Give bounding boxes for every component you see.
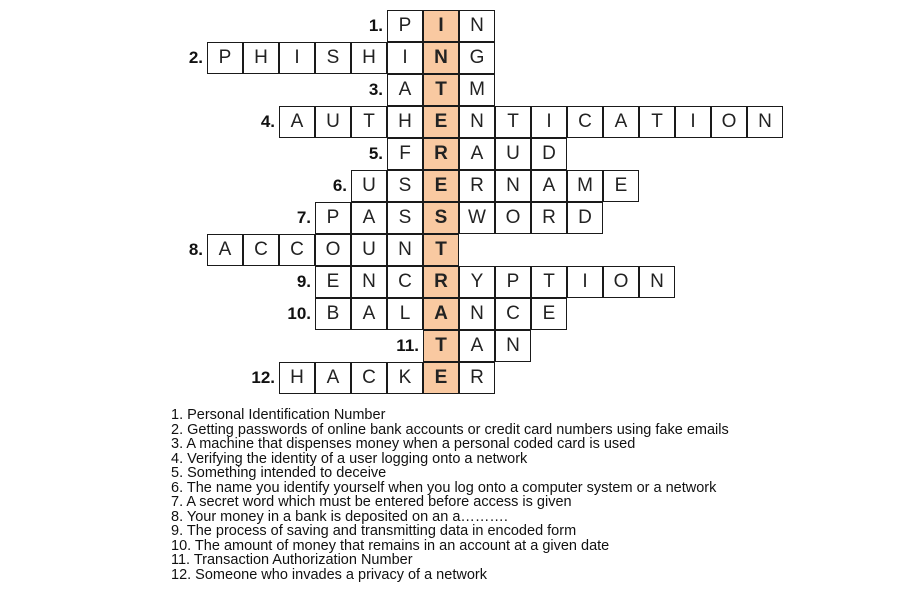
clue-item: 12. Someone who invades a privacy of a network — [171, 566, 487, 583]
grid-cell[interactable]: N — [387, 234, 423, 266]
grid-cell[interactable]: S — [387, 202, 423, 234]
clue-number: 1. — [368, 16, 383, 35]
grid-cell[interactable]: R — [459, 362, 495, 394]
grid-cell[interactable]: O — [603, 266, 639, 298]
highlight-cell[interactable]: S — [423, 202, 459, 234]
grid-cell[interactable]: O — [495, 202, 531, 234]
grid-cell[interactable]: R — [531, 202, 567, 234]
grid-cell[interactable]: C — [567, 106, 603, 138]
grid-cell[interactable]: Y — [459, 266, 495, 298]
grid-cell[interactable]: N — [351, 266, 387, 298]
clue-item: 3. A machine that dispenses money when a personal coded card is used — [171, 436, 636, 452]
grid-cell[interactable]: A — [531, 170, 567, 202]
clue-number: 5. — [368, 144, 383, 163]
grid-cell[interactable]: A — [459, 330, 495, 362]
grid-cell[interactable]: P — [387, 10, 423, 42]
clue-item: 5. Something intended to deceive — [171, 465, 387, 481]
clue-item: 10. The amount of money that remains in an account at a given date — [171, 537, 610, 554]
grid-cell[interactable]: H — [279, 362, 315, 394]
grid-cell[interactable]: A — [603, 106, 639, 138]
grid-cell[interactable]: M — [459, 74, 495, 106]
grid-cell[interactable]: K — [387, 362, 423, 394]
grid-cell[interactable]: F — [387, 138, 423, 170]
grid-cell[interactable]: B — [315, 298, 351, 330]
grid-cell[interactable]: A — [315, 362, 351, 394]
clue-number: 7. — [296, 208, 311, 227]
clue-item: 1. Personal Identification Number — [171, 407, 386, 423]
grid-cell[interactable]: C — [279, 234, 315, 266]
grid-cell[interactable]: T — [495, 106, 531, 138]
grid-cell[interactable]: S — [315, 42, 351, 74]
clue-item: 4. Verifying the identity of a user logging onto a network — [171, 450, 528, 467]
grid-cell[interactable]: E — [603, 170, 639, 202]
grid-cell[interactable]: P — [207, 42, 243, 74]
grid-cell[interactable]: C — [495, 298, 531, 330]
grid-cell[interactable]: H — [351, 42, 387, 74]
grid-cell[interactable]: E — [315, 266, 351, 298]
grid-cell[interactable]: T — [531, 266, 567, 298]
clue-number: 9. — [296, 272, 311, 291]
grid-cell[interactable]: N — [747, 106, 783, 138]
grid-cell[interactable]: I — [387, 42, 423, 74]
grid-cell[interactable]: R — [459, 170, 495, 202]
grid-cell[interactable]: U — [315, 106, 351, 138]
grid-cell[interactable]: P — [315, 202, 351, 234]
grid-cell[interactable]: N — [495, 170, 531, 202]
clue-item: 9. The process of saving and transmitting data in encoded form — [171, 523, 577, 539]
highlight-cell[interactable]: A — [423, 298, 459, 330]
clue-item: 6. The name you identify yourself when you log onto a computer system or a network — [171, 479, 717, 496]
clue-number: 12. — [251, 368, 275, 387]
grid-cell[interactable]: A — [207, 234, 243, 266]
grid-cell[interactable]: A — [387, 74, 423, 106]
clue-item: 11. Transaction Authorization Number — [171, 552, 413, 568]
grid-cell[interactable]: L — [387, 298, 423, 330]
grid-cell[interactable]: P — [495, 266, 531, 298]
highlight-cell[interactable]: N — [423, 42, 459, 74]
grid-cell[interactable]: C — [387, 266, 423, 298]
grid-cell[interactable]: N — [459, 10, 495, 42]
grid-cell[interactable]: A — [279, 106, 315, 138]
grid-cell[interactable]: N — [459, 106, 495, 138]
grid-cell[interactable]: T — [351, 106, 387, 138]
highlight-cell[interactable]: R — [423, 138, 459, 170]
grid-cell[interactable]: S — [387, 170, 423, 202]
grid-cell[interactable]: D — [567, 202, 603, 234]
clue-item: 8. Your money in a bank is deposited on an a………. — [171, 508, 508, 525]
highlight-cell[interactable]: T — [423, 234, 459, 266]
clue-item: 7. A secret word which must be entered before access is given — [171, 494, 572, 510]
grid-cell[interactable]: W — [459, 202, 495, 234]
grid-cell[interactable]: E — [531, 298, 567, 330]
grid-cell[interactable]: I — [531, 106, 567, 138]
highlight-cell[interactable]: E — [423, 362, 459, 394]
grid-cell[interactable]: A — [351, 202, 387, 234]
clue-number: 2. — [188, 48, 203, 67]
grid-cell[interactable]: A — [351, 298, 387, 330]
grid-cell[interactable]: U — [495, 138, 531, 170]
grid-cell[interactable]: D — [531, 138, 567, 170]
grid-cell[interactable]: T — [639, 106, 675, 138]
clue-number: 3. — [368, 80, 383, 99]
grid-cell[interactable]: U — [351, 170, 387, 202]
clue-number: 4. — [260, 112, 275, 131]
grid-cell[interactable]: C — [351, 362, 387, 394]
grid-cell[interactable]: I — [675, 106, 711, 138]
clue-list — [171, 408, 891, 582]
grid-cell[interactable]: I — [279, 42, 315, 74]
grid-cell[interactable]: I — [567, 266, 603, 298]
grid-cell[interactable]: U — [351, 234, 387, 266]
grid-cell[interactable]: N — [639, 266, 675, 298]
clue-number: 6. — [332, 176, 347, 195]
highlight-cell[interactable]: E — [423, 170, 459, 202]
grid-cell[interactable]: H — [387, 106, 423, 138]
clue-item: 2. Getting passwords of online bank accounts or credit card numbers using fake emails — [171, 421, 729, 438]
highlight-cell[interactable]: T — [423, 330, 459, 362]
grid-cell[interactable]: O — [711, 106, 747, 138]
grid-cell[interactable]: A — [459, 138, 495, 170]
highlight-cell[interactable]: R — [423, 266, 459, 298]
clue-number: 10. — [287, 304, 311, 323]
grid-cell[interactable]: N — [495, 330, 531, 362]
grid-cell[interactable]: O — [315, 234, 351, 266]
grid-cell[interactable]: G — [459, 42, 495, 74]
grid-cell[interactable]: C — [243, 234, 279, 266]
highlight-cell[interactable]: T — [423, 74, 459, 106]
clue-number: 8. — [188, 240, 203, 259]
grid-cell[interactable]: N — [459, 298, 495, 330]
clue-number: 11. — [396, 336, 419, 355]
grid-cell[interactable]: M — [567, 170, 603, 202]
highlight-cell[interactable]: I — [423, 10, 459, 42]
highlight-cell[interactable]: E — [423, 106, 459, 138]
grid-cell[interactable]: H — [243, 42, 279, 74]
